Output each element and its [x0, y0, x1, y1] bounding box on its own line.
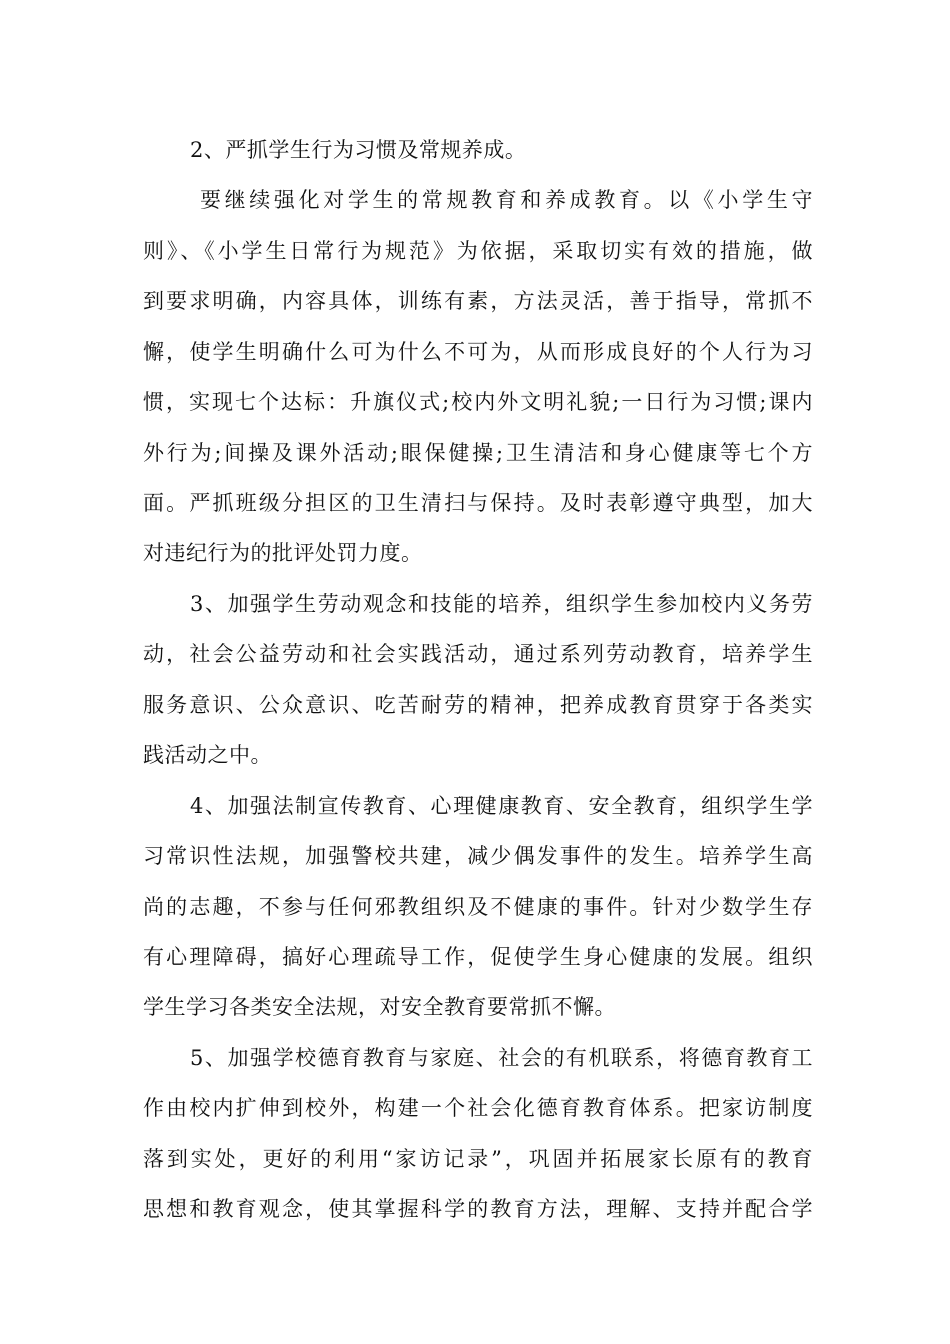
paragraph-line: 尚的志趣，不参与任何邪教组织及不健康的事件。针对少数学生存 — [143, 895, 813, 919]
paragraph-line: 学生学习各类安全法规，对安全教育要常抓不懈。 — [143, 995, 616, 1019]
paragraph-line: 4、加强法制宣传教育、心理健康教育、安全教育，组织学生学 — [190, 794, 813, 818]
paragraph-line: 动，社会公益劳动和社会实践活动，通过系列劳动教育，培养学生 — [143, 642, 813, 666]
paragraph-line: 5、加强学校德育教育与家庭、社会的有机联系，将德育教育工 — [190, 1046, 813, 1070]
paragraph-line: 践活动之中。 — [143, 743, 272, 767]
paragraph-line: 则》、《小学生日常行为规范》为依据，采取切实有效的措施，做 — [143, 239, 813, 263]
paragraph-line: 惯，实现七个达标：升旗仪式;校内外文明礼貌;一日行为习惯;课内 — [143, 390, 813, 414]
paragraph-line: 落到实处，更好的利用“家访记录”，巩固并拓展家长原有的教育 — [143, 1147, 813, 1171]
paragraph-line: 服务意识、公众意识、吃苦耐劳的精神，把养成教育贯穿于各类实 — [143, 693, 813, 717]
paragraph-line: 对违纪行为的批评处罚力度。 — [143, 541, 423, 565]
paragraph-line: 懈，使学生明确什么可为什么不可为，从而形成良好的个人行为习 — [143, 340, 813, 364]
paragraph-line: 到要求明确，内容具体，训练有素，方法灵活，善于指导，常抓不 — [143, 289, 813, 313]
paragraph-line: 3、加强学生劳动观念和技能的培养，组织学生参加校内义务劳 — [190, 592, 813, 616]
paragraph-line: 外行为;间操及课外活动;眼保健操;卫生清洁和身心健康等七个方 — [143, 441, 813, 465]
paragraph-line: 面。严抓班级分担区的卫生清扫与保持。及时表彰遵守典型，加大 — [143, 491, 813, 515]
paragraph-line: 作由校内扩伸到校外，构建一个社会化德育教育体系。把家访制度 — [143, 1096, 813, 1120]
paragraph-line: 有心理障碍，搞好心理疏导工作，促使学生身心健康的发展。组织 — [143, 945, 813, 969]
heading-item-2: 2、严抓学生行为习惯及常规养成。 — [190, 138, 527, 162]
paragraph-line: 习常识性法规，加强警校共建，减少偶发事件的发生。培养学生高 — [143, 844, 813, 868]
paragraph-line: 要继续强化对学生的常规教育和养成教育。以《小学生守 — [200, 188, 813, 212]
paragraph-line: 思想和教育观念，使其掌握科学的教育方法，理解、支持并配合学 — [143, 1197, 813, 1221]
